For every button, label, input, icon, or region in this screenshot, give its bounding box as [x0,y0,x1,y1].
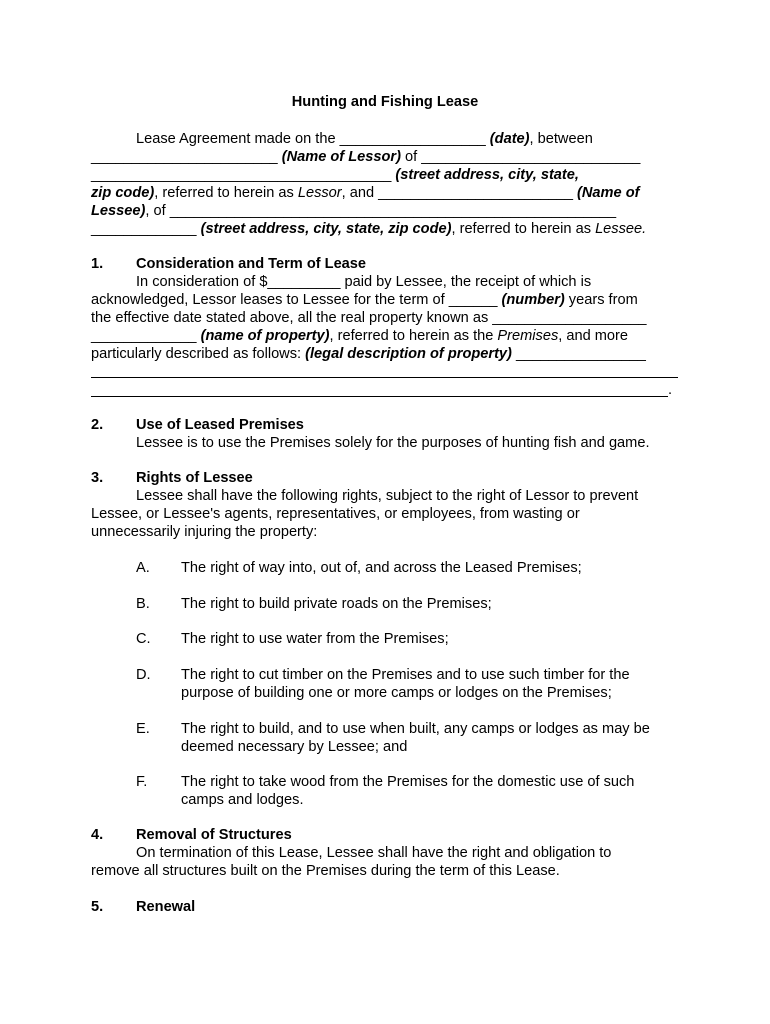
section-1-line: the effective date stated above, all the real property known as ___________________ [91,310,647,326]
section-1-line: _____________ (name of property), referred to herein as the Premises, and more [91,328,629,344]
section-4-body [91,844,679,880]
list-item [136,595,676,613]
list-item [136,666,676,702]
list-item-letter: B. [136,596,150,612]
section-1-body [91,273,679,363]
list-item-text: deemed necessary by Lessee; and [181,739,408,755]
section-3-line: Lessee, or Lessee's agents, representatives, or employees, from wasting or [91,506,580,522]
intro-line: Lessee), of _______________________________________________________ [91,203,617,219]
section-4-heading: 4. Removal of Structures [91,827,292,843]
intro-line: _______________________ (Name of Lessor) of ___________________________ [91,149,641,165]
list-item [136,559,676,577]
section-3-heading: 3. Rights of Lessee [91,470,253,486]
list-item-text: The right to take wood from the Premises for the domestic use of such [181,774,635,790]
list-item-text: The right of way into, out of, and across the Leased Premises; [181,560,582,576]
section-5-heading: 5. Renewal [91,899,196,915]
list-item-text: The right to build private roads on the Premises; [181,596,492,612]
section-3-line: Lessee shall have the following rights, subject to the right of Lessor to prevent [136,488,639,504]
list-item-text: The right to cut timber on the Premises and to use such timber for the [181,667,630,683]
blank-line [91,396,668,397]
list-item-letter: D. [136,667,151,683]
intro-line: _____________ (street address, city, state, zip code), referred to herein as Lessee. [91,221,647,237]
blank-line [91,377,678,378]
intro-paragraph [91,130,679,238]
list-item-letter: F. [136,774,148,790]
list-item-letter: E. [136,721,150,737]
list-item-text: purpose of building one or more camps or lodges on the Premises; [181,685,612,701]
list-item-text: camps and lodges. [181,792,304,808]
list-item [136,773,676,809]
period-mark: . [668,382,673,398]
section-1-line: In consideration of $_________ paid by Lessee, the receipt of which is [136,274,592,290]
section-1-line: particularly described as follows: (legal description of property) ________________ [91,346,646,362]
list-item [136,720,676,756]
section-4-line: remove all structures built on the Premises during the term of this Lease. [91,863,560,879]
section-3-line: unnecessarily injuring the property: [91,524,318,540]
section-2-line: Lessee is to use the Premises solely for the purposes of hunting fish and game. [136,435,650,451]
intro-line: Lease Agreement made on the __________________ (date), between [136,131,593,147]
list-item [136,630,676,648]
list-item-text: The right to build, and to use when built, any camps or lodges as may be [181,721,650,737]
intro-line: zip code), referred to herein as Lessor, and ________________________ (Name of [91,185,640,201]
document-title: Hunting and Fishing Lease [291,94,479,110]
section-4-line: On termination of this Lease, Lessee shall have the right and obligation to [136,845,612,861]
section-2-heading: 2. Use of Leased Premises [91,417,304,433]
list-item-text: The right to use water from the Premises; [181,631,449,647]
list-item-letter: C. [136,631,151,647]
section-2-body [91,434,679,452]
intro-line: _____________________________________ (street address, city, state, [91,167,579,183]
section-1-line: acknowledged, Lessor leases to Lessee for the term of ______ (number) years from [91,292,638,308]
section-3-body [91,487,679,541]
section-1-heading: 1. Consideration and Term of Lease [91,256,367,272]
list-item-letter: A. [136,560,150,576]
